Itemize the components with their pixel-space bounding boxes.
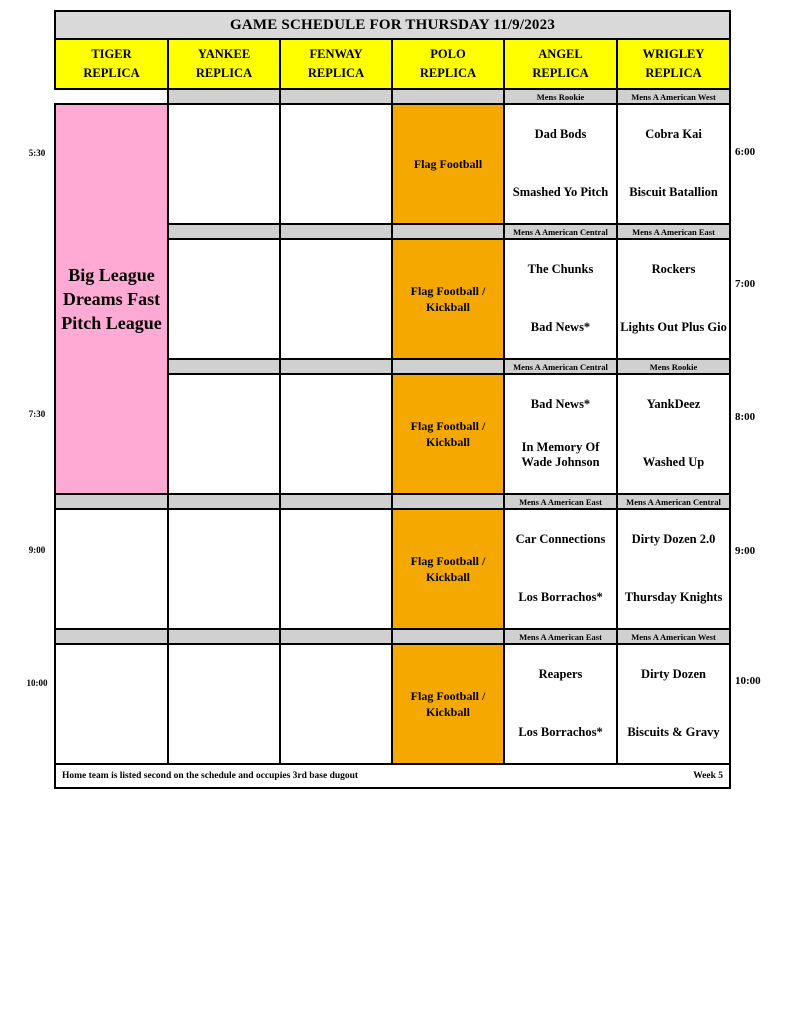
field-header-polo: [392, 39, 504, 89]
away-team: The Chunks: [527, 262, 594, 276]
time-label-left-3: 9:00: [28, 545, 46, 555]
home-team: Lights Out Plus Gio: [620, 320, 727, 335]
game-cell-empty: [55, 509, 168, 629]
time-label-left-4: 10:00: [26, 678, 48, 688]
game-cell-matchup: [617, 104, 730, 224]
division-label-cell: [168, 224, 280, 239]
division-label-cell: Mens A American Central: [617, 494, 730, 509]
home-team: Biscuit Batallion: [629, 185, 718, 200]
game-cell-sport: [392, 374, 504, 494]
away-team: Rockers: [651, 262, 696, 276]
home-team: Smashed Yo Pitch: [512, 185, 609, 200]
game-cell-empty: [280, 644, 392, 764]
time-label-right-1: 7:00: [735, 278, 756, 290]
game-cell-empty: [168, 374, 280, 494]
field-name-line1: WRIGLEY: [642, 47, 705, 62]
game-cell-empty: [168, 644, 280, 764]
division-label-cell: [392, 89, 504, 104]
home-team: Los Borrachos*: [518, 725, 603, 740]
time-label-right-3: 9:00: [735, 545, 756, 557]
division-label-cell: Mens A American Central: [504, 359, 617, 374]
division-divider-row: [55, 494, 730, 509]
time-label-left-0: 5:30: [28, 148, 46, 158]
page-title: GAME SCHEDULE FOR THURSDAY 11/9/2023: [55, 11, 730, 39]
division-divider-row: [55, 89, 730, 104]
away-team: YankDeez: [646, 397, 701, 411]
division-label-cell: Mens A American East: [617, 224, 730, 239]
time-label-right-4: 10:00: [735, 675, 761, 687]
home-team: Bad News*: [530, 320, 591, 335]
game-cell-sport: [392, 239, 504, 359]
field-name-line2: REPLICA: [645, 66, 702, 80]
away-team: Dirty Dozen: [641, 667, 706, 681]
division-label-cell: Mens Rookie: [504, 89, 617, 104]
home-team: Washed Up: [642, 455, 705, 470]
field-name-line1: POLO: [430, 47, 466, 62]
home-team: Thursday Knights: [624, 590, 723, 605]
sport-label: Flag Football / Kickball: [410, 283, 486, 314]
schedule-table-wrapper: [54, 10, 729, 789]
game-cell-empty: [168, 104, 280, 224]
game-cell-sport: [392, 104, 504, 224]
field-header-fenway: [280, 39, 392, 89]
time-label-right-0: 6:00: [735, 146, 756, 158]
division-label-cell: [280, 89, 392, 104]
time-label-left-2: 7:30: [28, 409, 46, 419]
field-name-line2: REPLICA: [83, 66, 140, 80]
game-cell-empty: [280, 509, 392, 629]
division-label-cell: [392, 629, 504, 644]
home-team: Biscuits & Gravy: [627, 725, 720, 740]
division-label-cell: [55, 494, 168, 509]
game-row: [55, 509, 730, 629]
field-name-line1: ANGEL: [538, 47, 583, 62]
field-header-tiger: [55, 39, 168, 89]
field-name-line1: YANKEE: [197, 47, 251, 62]
game-cell-empty: [280, 374, 392, 494]
game-cell-sport: [392, 509, 504, 629]
game-cell-empty: [168, 239, 280, 359]
footer-week: Week 5: [693, 771, 724, 781]
game-cell-empty: [168, 509, 280, 629]
division-label-cell: [55, 89, 168, 104]
home-team: In Memory Of Wade Johnson: [521, 439, 600, 470]
away-team: Dad Bods: [534, 127, 587, 141]
game-cell-matchup: [617, 644, 730, 764]
division-label-cell: [55, 629, 168, 644]
division-label-cell: Mens A American West: [617, 89, 730, 104]
division-label-cell: Mens A American East: [504, 494, 617, 509]
game-cell-matchup: [504, 509, 617, 629]
title-row: [55, 11, 730, 39]
game-cell-empty: [280, 239, 392, 359]
division-label-cell: [168, 494, 280, 509]
field-name-line2: REPLICA: [419, 66, 477, 80]
away-team: Car Connections: [515, 532, 606, 546]
field-name-line2: REPLICA: [307, 66, 365, 80]
game-row: [55, 104, 730, 224]
division-label-cell: [168, 359, 280, 374]
schedule-table: [54, 10, 731, 789]
game-cell-empty: [280, 104, 392, 224]
game-cell-matchup: [504, 239, 617, 359]
pink-league-block: [55, 104, 168, 494]
division-label-cell: [392, 494, 504, 509]
field-name-line2: REPLICA: [195, 66, 253, 80]
time-label-right-2: 8:00: [735, 411, 756, 423]
division-label-cell: Mens A American East: [504, 629, 617, 644]
game-cell-sport: [392, 644, 504, 764]
away-team: Dirty Dozen 2.0: [631, 532, 716, 546]
field-name-line1: FENWAY: [309, 47, 363, 62]
division-label-cell: [280, 359, 392, 374]
field-header-yankee: [168, 39, 280, 89]
sport-label: Flag Football: [413, 156, 483, 171]
division-label-cell: [280, 629, 392, 644]
division-label-cell: Mens A American Central: [504, 224, 617, 239]
away-team: Reapers: [538, 667, 583, 681]
game-cell-matchup: [617, 509, 730, 629]
game-cell-matchup: [504, 104, 617, 224]
field-header-wrigley: [617, 39, 730, 89]
footer-row: [55, 764, 730, 788]
game-cell-empty: [55, 644, 168, 764]
home-team: Los Borrachos*: [518, 590, 603, 605]
footer-cell: [55, 764, 730, 788]
division-label-cell: Mens Rookie: [617, 359, 730, 374]
field-header-angel: [504, 39, 617, 89]
field-name-line2: REPLICA: [532, 66, 589, 80]
sport-label: Flag Football / Kickball: [410, 688, 486, 719]
division-label-cell: [280, 224, 392, 239]
game-cell-matchup: [617, 374, 730, 494]
footer-note: Home team is listed second on the schedule and occupies 3rd base dugout: [62, 771, 359, 781]
division-label-cell: Mens A American West: [617, 629, 730, 644]
game-row: [55, 644, 730, 764]
division-label-cell: [168, 629, 280, 644]
sport-label: Flag Football / Kickball: [410, 553, 486, 584]
division-divider-row: [55, 629, 730, 644]
field-header-row: [55, 39, 730, 89]
game-cell-matchup: [504, 644, 617, 764]
field-name-line1: TIGER: [91, 47, 132, 62]
division-label-cell: [392, 359, 504, 374]
game-cell-matchup: [504, 374, 617, 494]
division-label-cell: [280, 494, 392, 509]
division-label-cell: [168, 89, 280, 104]
pink-league-label: Big League Dreams Fast Pitch League: [61, 264, 162, 334]
game-cell-matchup: [617, 239, 730, 359]
sport-label: Flag Football / Kickball: [410, 418, 486, 449]
away-team: Cobra Kai: [645, 127, 702, 141]
away-team: Bad News*: [530, 397, 591, 411]
division-label-cell: [392, 224, 504, 239]
